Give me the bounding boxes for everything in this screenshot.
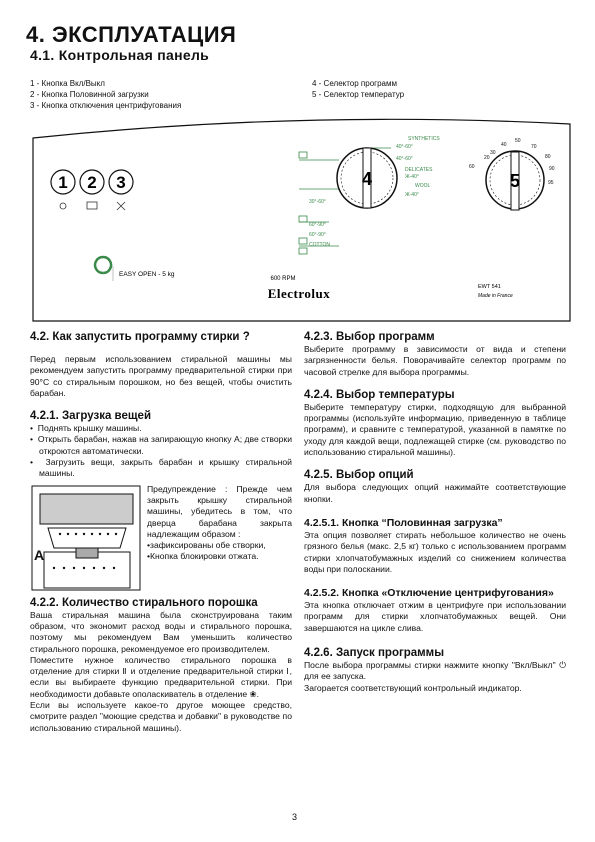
paragraph: Для выбора следующих опций нажимайте соответствующие кнопки.	[304, 482, 566, 504]
temp-label: 30	[490, 150, 496, 156]
paragraph: Выберите температуру стирки, подходящую для выбранной программы (используйте информацию, приведенную в таблице программ), и сравните с температурой, указанной в памятке по уходу для каждой вещи, подлежащей стирке (см. руководство по использованию стиральной машины).	[304, 401, 566, 458]
heading-4-2-1: 4.2.1. Загрузка вещей	[30, 410, 152, 423]
list-item: • Поднять крышку машины.	[30, 423, 142, 434]
rpm-label: 600 RPM	[270, 276, 296, 282]
program-label: 60°-90°	[309, 222, 326, 228]
program-selector-knob	[337, 148, 397, 208]
program-label: SYNTHETICS	[408, 136, 440, 142]
temp-label: 90	[549, 166, 555, 172]
warning-list-item: •зафиксированы обе створки,	[147, 540, 266, 551]
warning-text: Предупреждение : Прежде чем закрыть крышку стиральной машины, убедитесь в том, что дверца барабана закрыта надлежащим образом : •зафиксированы обе створки, •Кнопка блокировки отжата.	[147, 483, 292, 562]
figure-label-a: A	[34, 546, 45, 563]
button-3	[109, 170, 133, 194]
knob-5-label: 5	[509, 171, 521, 191]
button-2-label: 2	[87, 173, 97, 192]
button-1-label: 1	[58, 173, 68, 192]
drum-illustration	[30, 484, 143, 592]
program-label: WOOL	[415, 183, 431, 189]
warning-list-item: •Кнопка блокировки отжата.	[147, 551, 259, 562]
button-2	[80, 170, 104, 194]
program-label: 40°-60°	[396, 144, 413, 150]
knob-4-label: 4	[361, 169, 373, 189]
heading-4-2: 4.2. Как запустить программу стирки ?	[30, 331, 250, 343]
heading-4-2-5-1: 4.2.5.1. Кнопка “Половинная загрузка”	[304, 516, 503, 529]
heading-4-2-3: 4.2.3. Выбор программ	[304, 331, 435, 343]
section-subtitle: 4.1. Контрольная панель	[30, 47, 210, 63]
legend-item: 4 - Селектор программ	[312, 79, 397, 88]
heading-4-2-4: 4.2.4. Выбор температуры	[304, 388, 455, 401]
legend-item: 5 - Селектор температур	[312, 90, 405, 99]
temp-label: 80	[545, 154, 551, 160]
program-label: COTTON	[309, 242, 331, 248]
program-label: DELICATES	[405, 167, 433, 173]
paragraph: Перед первым использованием стиральной машины мы рекомендуем запустить программу предварительной стирки при 90°С со стиральным порошком, но без вещей, чтобы очистить барабан.	[30, 354, 292, 398]
control-panel-illustration	[31, 116, 572, 323]
paragraph: Поместите нужное количество стирального порошка в отделение для стирки Ⅱ и отделение предварительной стирки Ⅰ, если вы выбираете функцию предварительной стирки. При необходимости добавьте ополаскиватель в отделение ❀.	[30, 654, 292, 699]
legend-item: 1 - Кнопка Вкл/Выкл	[30, 79, 105, 88]
program-label: 40°-60°	[396, 156, 413, 162]
paragraph: После выбора программы стирки нажмите кнопку "Вкл/Выкл" ⏻ для ее запуска.	[304, 660, 566, 682]
list-item: • Открыть барабан, нажав на запирающую кнопку А; две створки откроются автоматически.	[30, 434, 292, 456]
drum-figure-block	[30, 484, 292, 594]
temp-label: 40	[501, 142, 507, 148]
paragraph: Загорается соответствующий контрольный индикатор.	[304, 682, 522, 693]
paragraph: Если вы используете какое-то другое моющее средство, смотрите раздел "моющие средства и добавки" в руководстве по использованию стиральной машины).	[30, 700, 292, 733]
paragraph: Ваша стиральная машина была сконструирована таким образом, что экономит расход воды и стирального порошка, поэтому мы рекомендуем Вам уменьшить количество стирального порошка, рекомендуемое его производителем.	[30, 609, 292, 654]
temperature-selector-knob	[486, 151, 544, 210]
temp-label: 70	[531, 144, 537, 150]
button-1	[51, 170, 75, 194]
heading-4-2-5: 4.2.5. Выбор опций	[304, 469, 414, 482]
program-label: Ж-40°	[405, 174, 419, 180]
temp-label: 50	[515, 138, 521, 144]
temp-label: 95	[548, 180, 554, 186]
temp-label: 60	[469, 164, 475, 170]
easy-open-label: EASY OPEN - 5 kg	[119, 271, 175, 278]
temp-label: 20	[484, 155, 490, 161]
list-item: • Загрузить вещи, закрыть барабан и крышку стиральной машины.	[30, 457, 292, 479]
legend-right	[312, 78, 404, 100]
made-in-label: Made in France	[478, 293, 513, 299]
program-label: Ж-40°	[405, 192, 419, 198]
heading-4-2-5-2: 4.2.5.2. Кнопка «Отключение центрифугования»	[304, 587, 554, 600]
paragraph: Эта кнопка отключает отжим в центрифуге при использовании программ для стирки хлопчатобумажных вещей. Они завершаются на цикле слива.	[304, 600, 566, 633]
paragraph: Выберите программу в зависимости от вида и степени загрязненности белья. Поворачивайте селектор программ по часовой стрелке для выбора программы.	[304, 344, 566, 377]
left-column	[30, 330, 292, 734]
brand-logo: Electrolux	[267, 286, 331, 301]
page-title: 4. ЭКСПЛУАТАЦИЯ	[26, 22, 237, 47]
heading-4-2-6: 4.2.6. Запуск программы	[304, 647, 445, 660]
button-3-label: 3	[116, 173, 126, 192]
program-label: 30°-60°	[309, 199, 326, 205]
heading-4-2-2: 4.2.2. Количество стирального порошка	[30, 596, 258, 609]
right-column	[304, 330, 566, 694]
page-number: 3	[292, 812, 298, 822]
legend-item: 3 - Кнопка отключения центрифугования	[30, 101, 182, 110]
paragraph: Эта опция позволяет стирать небольшое количество не очень грязного белья (макс. 2,5 кг) только с использованием программ стирки хлопчатобумажных изделий со снижением количества воды при полоскании.	[304, 529, 566, 574]
model-label: EWT 541	[478, 284, 501, 290]
legend-left	[30, 78, 181, 111]
legend-item: 2 - Кнопка Половинной загрузки	[30, 90, 149, 99]
program-label: 60°-90°	[309, 232, 326, 238]
